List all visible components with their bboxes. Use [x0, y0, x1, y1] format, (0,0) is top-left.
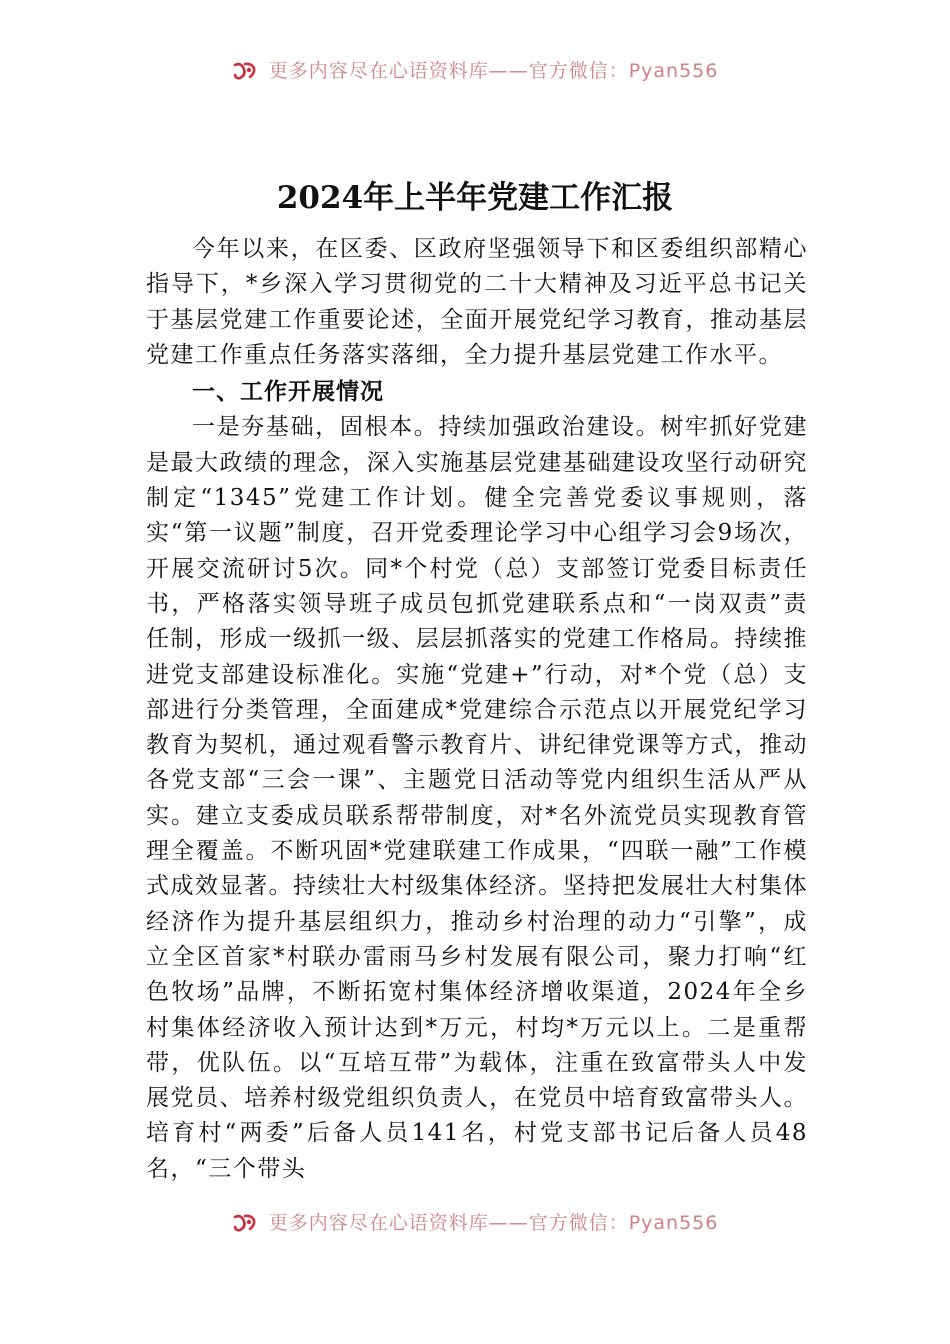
watermark-header [0, 58, 950, 82]
page-title: 2024年上半年党建工作汇报 [276, 180, 674, 216]
watermark-logo-icon [232, 61, 258, 81]
intro-paragraph: 今年以来，在区委、区政府坚强领导下和区委组织部精心指导下，*乡深入学习贯彻党的二十大精神及习近平总书记关于基层党建工作重要论述，全面开展党纪学习教育，推动基层党建工作重点任务落实落细，全力提升基层党建工作水平。 [146, 236, 808, 368]
watermark-text: 更多内容尽在心语资料库——官方微信：Pyan556 [268, 59, 719, 82]
watermark-text: 更多内容尽在心语资料库——官方微信：Pyan556 [268, 1211, 719, 1234]
document-body [146, 232, 808, 1187]
watermark-logo-icon [232, 1213, 258, 1233]
section-paragraph: 一是夯基础，固根本。持续加强政治建设。树牢抓好党建是最大政绩的理念，深入实施基层党建基础建设攻坚行动研究制定“1345”党建工作计划。健全完善党委议事规则，落实“第一议题”制度，召开党委理论学习中心组学习会9场次，开展交流研讨5次。同*个村党（总）支部签订党委目标责任书，严格落实领导班子成员包抓党建联系点和“一岗双责”责任制，形成一级抓一级、层层抓落实的党建工作格局。持续推进党支部建设标准化。实施“党建+”行动，对*个党（总）支部进行分类管理，全面建成*党建综合示范点以开展党纪学习教育为契机，通过观看警示教育片、讲纪律党课等方式，推动各党支部“三会一课”、主题党日活动等党内组织生活从严从实。建立支委成员联系帮带制度，对*名外流党员实现教育管理全覆盖。不断巩固*党建联建工作成果，“四联一融”工作模式成效显著。持续壮大村级集体经济。坚持把发展壮大村集体经济作为提升基层组织力，推动乡村治理的动力“引擎”，成立全区首家*村联办雷雨马乡村发展有限公司，聚力打响“红色牧场”品牌，不断拓宽村集体经济增收渠道，2024年全乡村集体经济收入预计达到*万元，村均*万元以上。二是重帮带，优队伍。以“互培互带”为载体，注重在致富带头人中发展党员、培养村级党组织负责人，在党员中培育致富带头人。培育村“两委”后备人员141名，村党支部书记后备人员48名，“三个带头 [146, 414, 808, 1182]
section-heading: 一、工作开展情况 [192, 379, 384, 406]
watermark-footer [0, 1210, 950, 1234]
